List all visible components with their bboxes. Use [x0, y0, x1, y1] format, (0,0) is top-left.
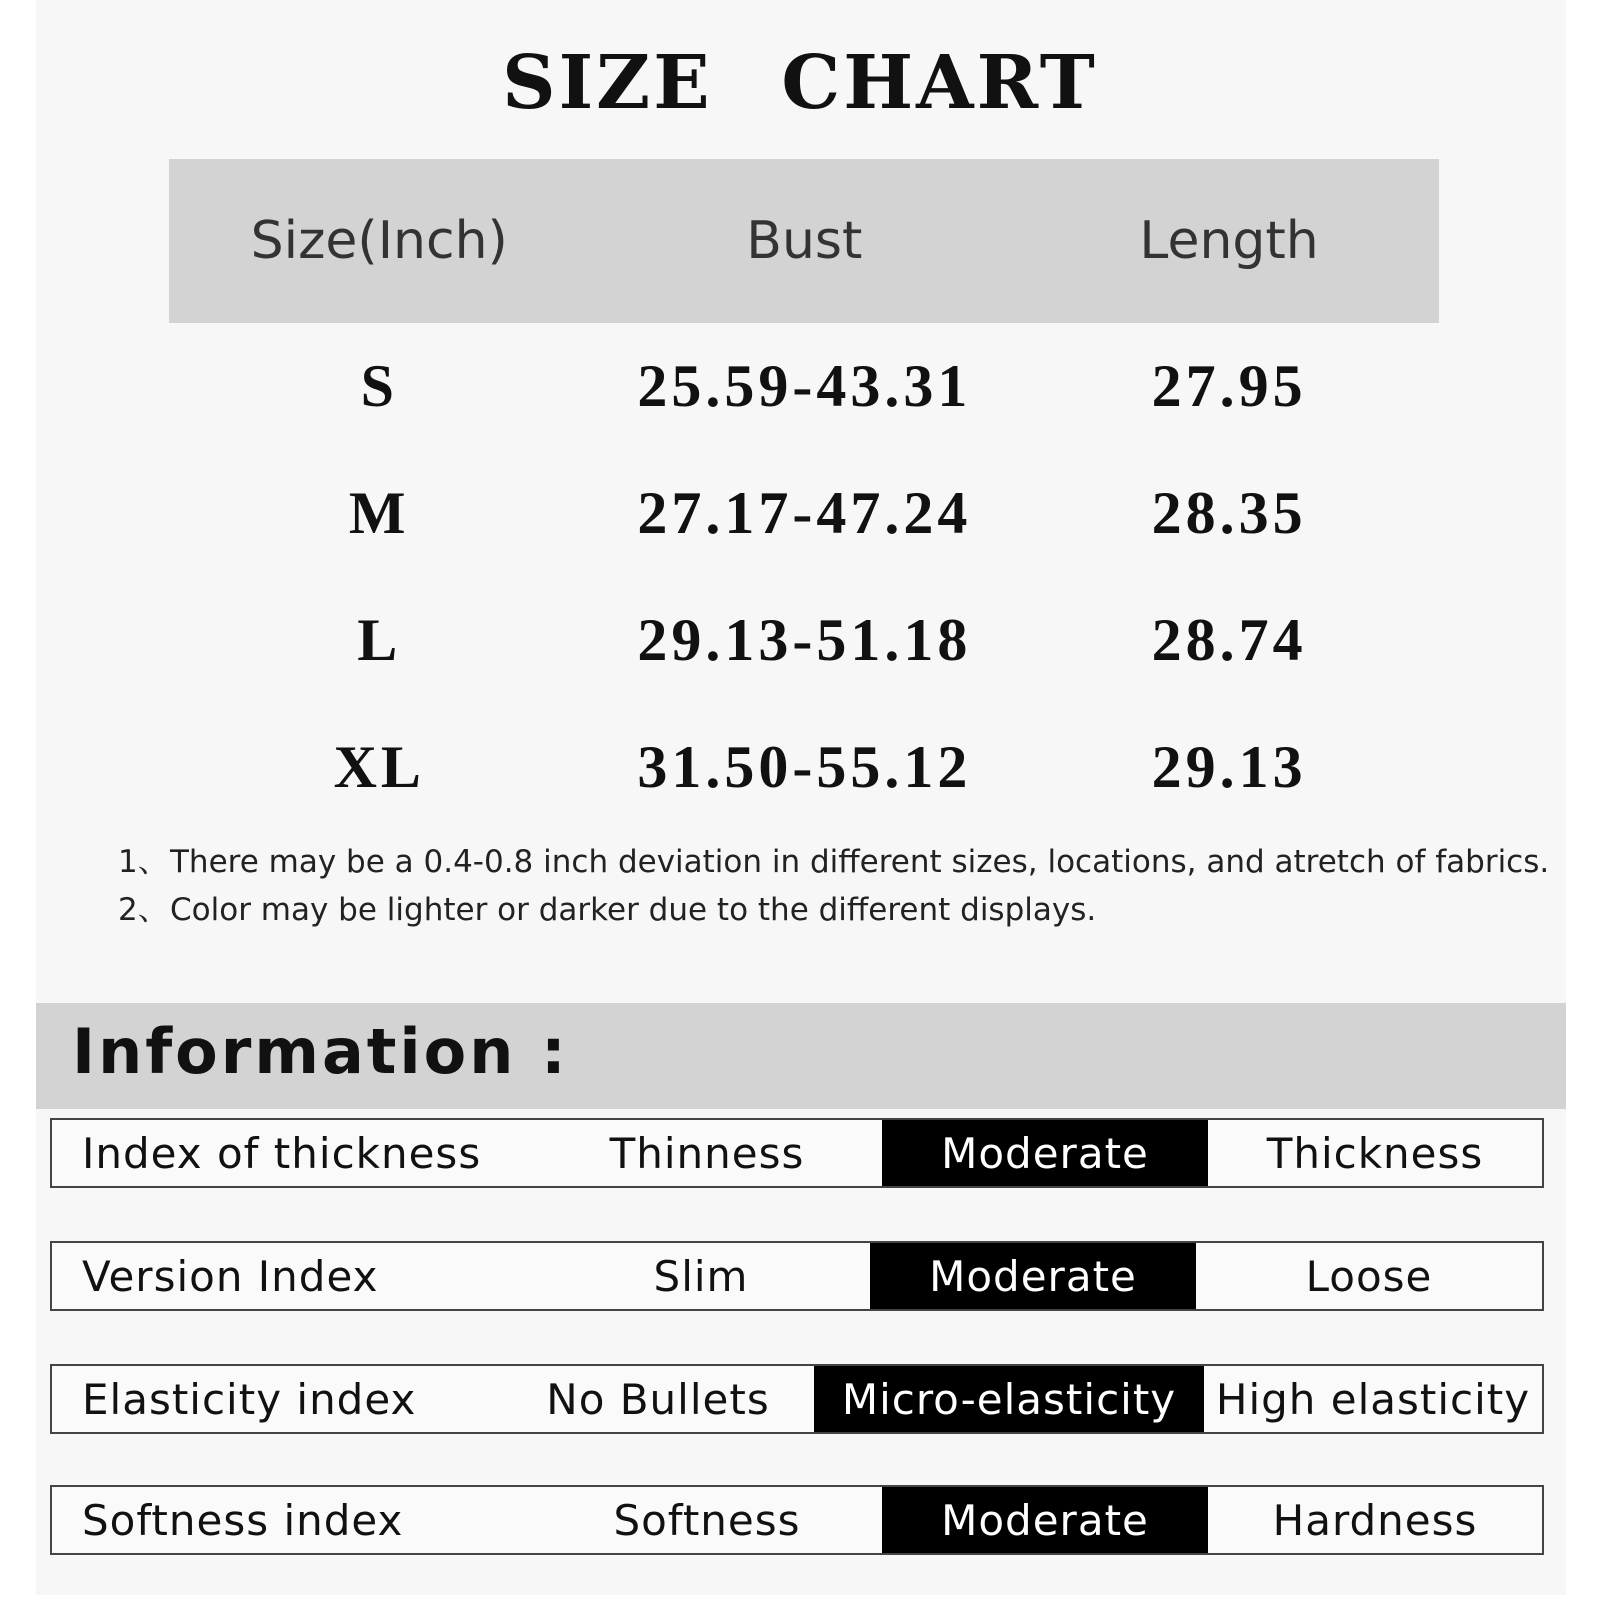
size-cell: S [360, 353, 398, 419]
option-micro-elasticity-selected: Micro-elasticity [814, 1366, 1204, 1432]
notes-list [118, 838, 1558, 934]
page-title: SIZE CHART [502, 40, 1098, 126]
bust-cell: 29.13-51.18 [637, 607, 972, 673]
bust-cell: 25.59-43.31 [637, 353, 972, 419]
table-row [169, 704, 1439, 831]
note-item [118, 886, 1558, 934]
option-moderate-selected: Moderate [870, 1243, 1196, 1309]
option-thickness: Thickness [1266, 1128, 1484, 1178]
length-cell: 28.35 [1151, 480, 1307, 546]
size-cell: XL [333, 734, 425, 800]
length-cell: 29.13 [1151, 734, 1307, 800]
column-header-bust: Bust [590, 159, 1020, 323]
bust-cell: 27.17-47.24 [637, 480, 972, 546]
note-text: There may be a 0.4-0.8 inch deviation in different sizes, locations, and atretch of fabrics. [170, 844, 1550, 880]
attribute-row-version [50, 1241, 1544, 1311]
table-row [169, 323, 1439, 450]
option-moderate-selected: Moderate [882, 1120, 1208, 1186]
option-slim: Slim [653, 1251, 749, 1301]
option-thinness: Thinness [609, 1128, 805, 1178]
attribute-label: Version Index [82, 1251, 379, 1301]
attribute-row-thickness [50, 1118, 1544, 1188]
option-no-bullets: No Bullets [546, 1374, 770, 1424]
information-title: Information : [72, 1015, 569, 1088]
size-cell: L [357, 607, 402, 673]
column-header-length: Length [1019, 159, 1439, 323]
note-item [118, 838, 1558, 886]
information-header-bar [36, 1003, 1566, 1109]
note-text: Color may be lighter or darker due to the different displays. [170, 892, 1097, 928]
attribute-label: Softness index [82, 1495, 404, 1545]
option-softness: Softness [613, 1495, 801, 1545]
note-number: 1、 [118, 844, 169, 880]
size-table [169, 159, 1439, 831]
table-row [169, 450, 1439, 577]
option-moderate-selected: Moderate [882, 1487, 1208, 1553]
attribute-row-elasticity [50, 1364, 1544, 1434]
bust-cell: 31.50-55.12 [637, 734, 972, 800]
attribute-label: Elasticity index [82, 1374, 417, 1424]
table-row [169, 577, 1439, 704]
note-number: 2、 [118, 892, 169, 928]
option-loose: Loose [1305, 1251, 1433, 1301]
option-high-elasticity: High elasticity [1215, 1374, 1531, 1424]
size-cell: M [348, 480, 410, 546]
column-header-size: Size(Inch) [169, 159, 590, 323]
length-cell: 27.95 [1151, 353, 1307, 419]
length-cell: 28.74 [1151, 607, 1307, 673]
attribute-label: Index of thickness [82, 1128, 482, 1178]
table-header-row [169, 159, 1439, 323]
option-hardness: Hardness [1272, 1495, 1478, 1545]
attribute-row-softness [50, 1485, 1544, 1555]
